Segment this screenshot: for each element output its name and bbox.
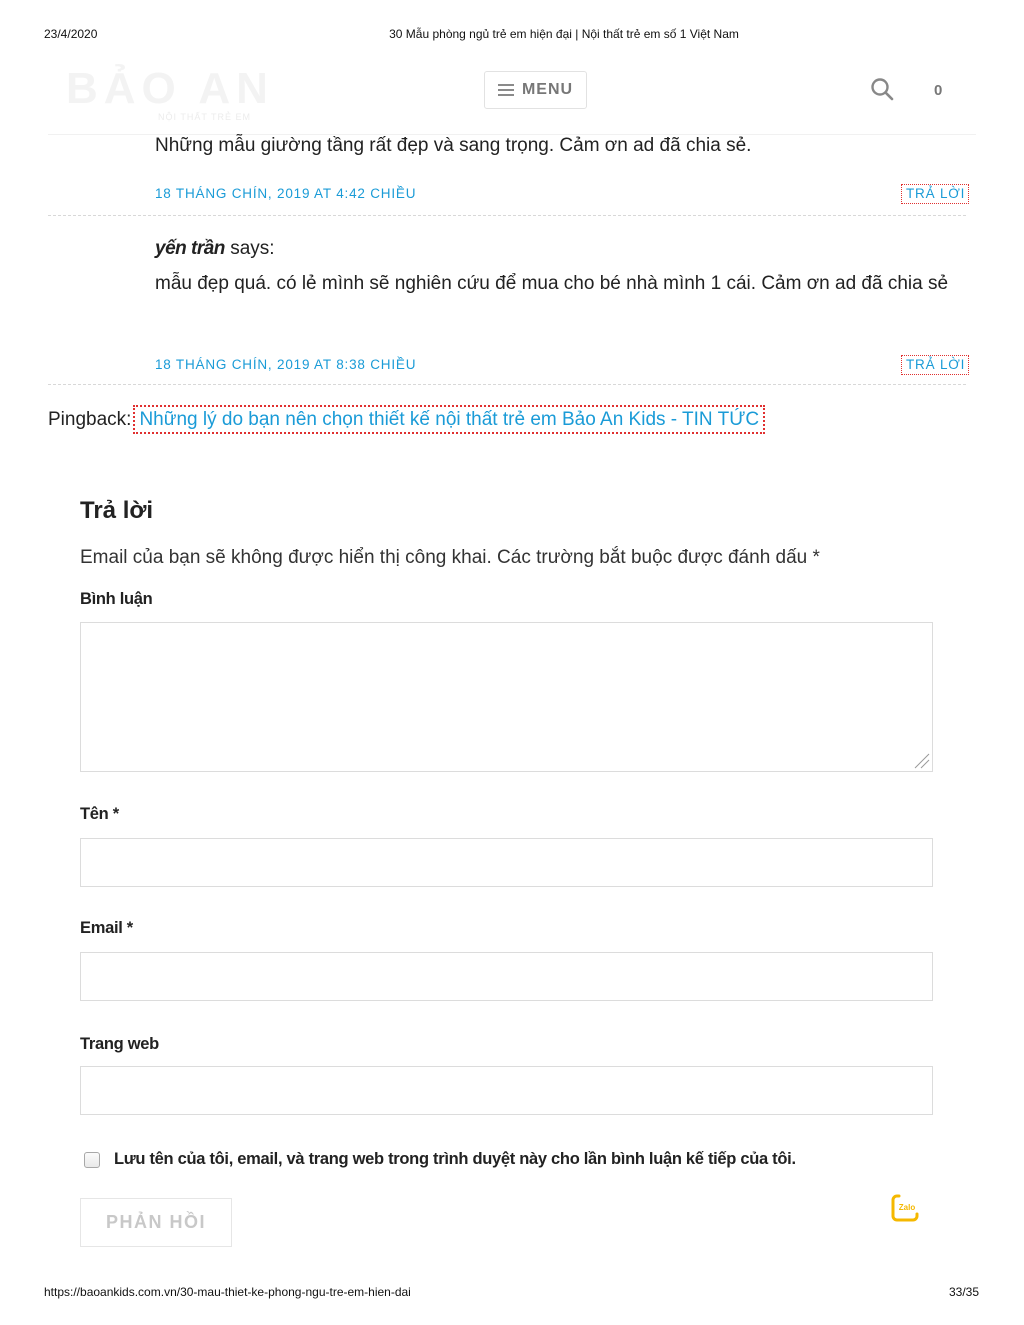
site-logo[interactable]: BẢO AN xyxy=(66,64,274,113)
pingback-label: Pingback: xyxy=(48,409,132,430)
website-field-label: Trang web xyxy=(80,1035,159,1053)
name-field-label: Tên * xyxy=(80,805,119,823)
consent-row xyxy=(84,1150,796,1169)
comment-reply-link[interactable]: TRẢ LỜI xyxy=(901,184,969,204)
comment-date-link[interactable]: 18 THÁNG CHÍN, 2019 AT 8:38 CHIỀU xyxy=(155,357,417,372)
comment-author-line xyxy=(155,238,275,260)
comment-date-link[interactable]: 18 THÁNG CHÍN, 2019 AT 4:42 CHIỀU xyxy=(155,186,417,201)
print-url: https://baoankids.com.vn/30-mau-thiet-ke-phong-ngu-tre-em-hien-dai xyxy=(44,1285,411,1299)
hamburger-icon xyxy=(498,84,514,96)
comment-textarea[interactable] xyxy=(80,622,933,772)
comment-reply-link[interactable]: TRẢ LỜI xyxy=(901,355,969,375)
search-icon[interactable] xyxy=(870,77,894,101)
name-input[interactable] xyxy=(80,838,933,887)
print-title: 30 Mẫu phòng ngủ trẻ em hiện đại | Nội thất trẻ em số 1 Việt Nam xyxy=(389,27,739,41)
comment-author: yến trần xyxy=(155,238,225,259)
reply-form-title: Trả lời xyxy=(80,497,154,524)
email-input[interactable] xyxy=(80,952,933,1001)
cart-count[interactable]: 0 xyxy=(934,82,943,99)
comment-text: mẫu đẹp quá. có lẻ mình sẽ nghiên cứu để mua cho bé nhà mình 1 cái. Cảm ơn ad đã chia sẻ xyxy=(155,273,949,294)
menu-button-label: MENU xyxy=(521,81,574,98)
site-logo-tagline: NỘI THẤT TRẺ EM xyxy=(158,112,252,122)
website-input[interactable] xyxy=(80,1066,933,1115)
menu-button[interactable] xyxy=(484,71,587,109)
comment-says: says: xyxy=(230,238,275,259)
zalo-chat-icon[interactable] xyxy=(891,1194,923,1224)
consent-checkbox[interactable] xyxy=(84,1152,100,1168)
pingback xyxy=(48,409,765,431)
comment-text: Những mẫu giường tầng rất đẹp và sang trọng. Cảm ơn ad đã chia sẻ. xyxy=(155,135,752,156)
submit-button[interactable]: PHẢN HỒI xyxy=(80,1198,232,1247)
comment-divider xyxy=(48,215,966,216)
comment-divider xyxy=(48,384,966,385)
pingback-link[interactable]: Những lý do bạn nên chọn thiết kế nội thất trẻ em Bảo An Kids - TIN TỨC xyxy=(133,405,765,434)
consent-label[interactable]: Lưu tên của tôi, email, và trang web trong trình duyệt này cho lần bình luận kế tiếp của tôi. xyxy=(114,1150,796,1168)
resize-grip-icon[interactable] xyxy=(912,751,930,769)
print-date: 23/4/2020 xyxy=(44,27,98,41)
comment-field-label: Bình luận xyxy=(80,590,153,608)
email-field-label: Email * xyxy=(80,919,133,937)
zalo-label: Zalo xyxy=(898,1203,916,1212)
site-header xyxy=(48,50,976,135)
print-page-number: 33/35 xyxy=(949,1285,980,1299)
reply-form-notes: Email của bạn sẽ không được hiển thị công khai. Các trường bắt buộc được đánh dấu * xyxy=(80,547,820,568)
